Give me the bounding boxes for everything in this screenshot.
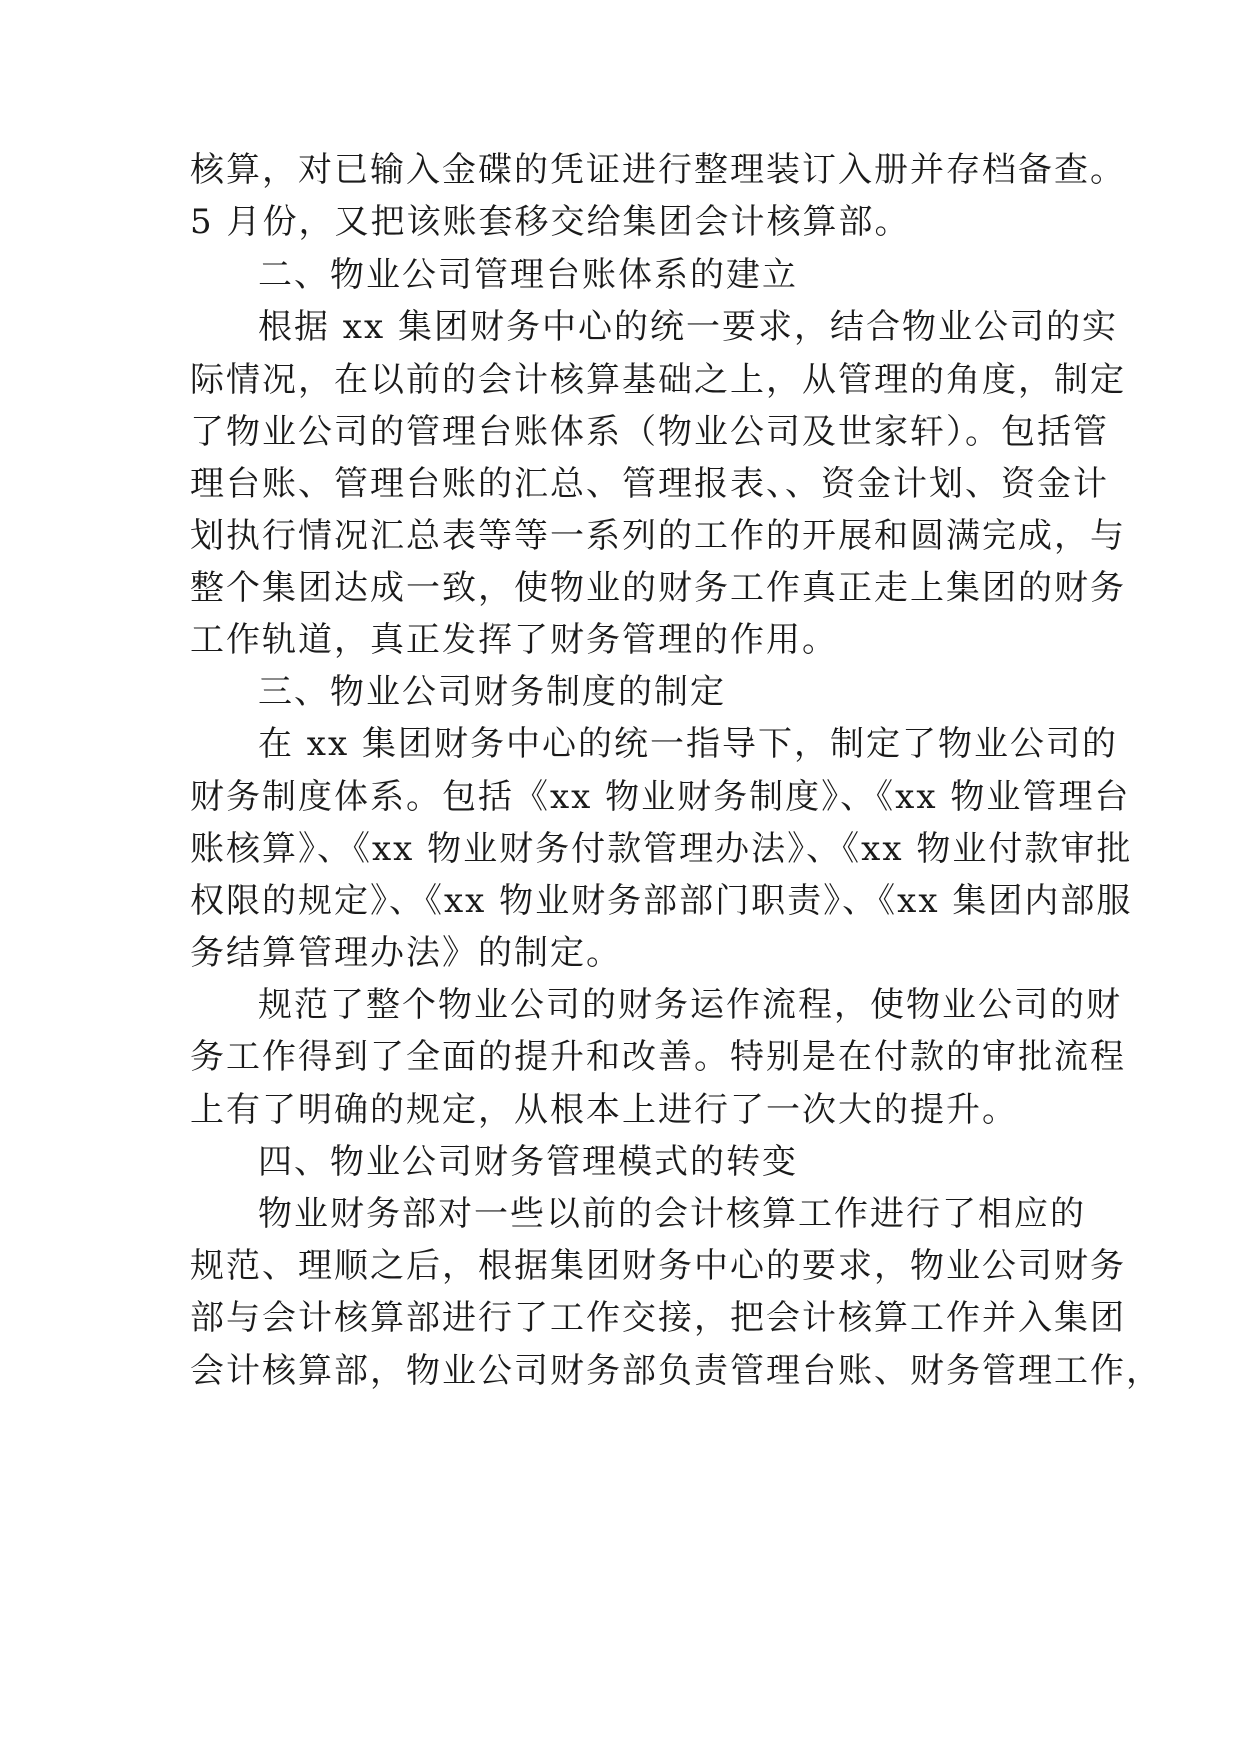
text-line: 际情况，在以前的会计核算基础之上，从管理的角度，制定 — [190, 360, 1126, 400]
text-line: 务工作得到了全面的提升和改善。特别是在付款的审批流程 — [190, 1037, 1126, 1077]
text-line: 划执行情况汇总表等等一系列的工作的开展和圆满完成，与 — [190, 516, 1126, 556]
text-line: 整个集团达成一致，使物业的财务工作真正走上集团的财务 — [190, 568, 1126, 608]
text-line: 规范、理顺之后，根据集团财务中心的要求，物业公司财务 — [190, 1246, 1126, 1286]
text-line: 务结算管理办法》的制定。 — [190, 933, 622, 973]
section-heading: 四、物业公司财务管理模式的转变 — [258, 1142, 798, 1182]
text-line: 会计核算部，物业公司财务部负责管理台账、财务管理工作， — [190, 1351, 1162, 1391]
text-line: 理台账、管理台账的汇总、管理报表、、资金计划、资金计 — [190, 464, 1109, 504]
text-line: 物业财务部对一些以前的会计核算工作进行了相应的 — [258, 1194, 1086, 1234]
section-heading: 二、物业公司管理台账体系的建立 — [258, 255, 798, 295]
text-line: 了物业公司的管理台账体系（物业公司及世家轩）。包括管 — [190, 412, 1109, 452]
text-line: 部与会计核算部进行了工作交接，把会计核算工作并入集团 — [190, 1298, 1126, 1338]
text-line: 根据 xx 集团财务中心的统一要求，结合物业公司的实 — [258, 307, 1118, 347]
text-line: 账核算》、《xx 物业财务付款管理办法》、《xx 物业付款审批 — [190, 829, 1133, 869]
text-line: 工作轨道，真正发挥了财务管理的作用。 — [190, 620, 838, 660]
text-line: 规范了整个物业公司的财务运作流程，使物业公司的财 — [258, 985, 1122, 1025]
text-line: 上有了明确的规定，从根本上进行了一次大的提升。 — [190, 1090, 1018, 1130]
text-line: 财务制度体系。包括《xx 物业财务制度》、《xx 物业管理台 — [190, 777, 1131, 817]
text-line: 权限的规定》、《xx 物业财务部部门职责》、《xx 集团内部服 — [190, 881, 1133, 921]
text-line: 在 xx 集团财务中心的统一指导下，制定了物业公司的 — [258, 724, 1118, 764]
text-line: 5 月份，又把该账套移交给集团会计核算部。 — [190, 202, 911, 242]
section-heading: 三、物业公司财务制度的制定 — [258, 672, 726, 712]
text-line: 核算，对已输入金碟的凭证进行整理装订入册并存档备查。 — [190, 150, 1126, 190]
